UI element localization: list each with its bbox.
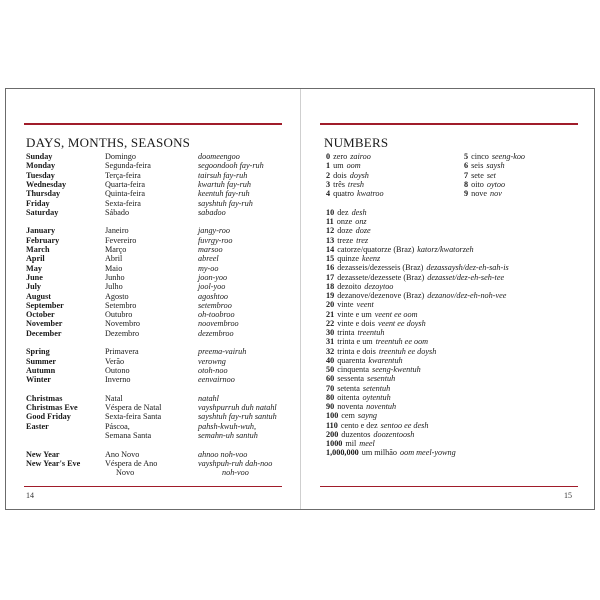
- number-row: [326, 421, 428, 430]
- number-pronunciation: treentuh ee oom: [375, 337, 429, 347]
- pronunciation: dezembroo: [198, 328, 234, 338]
- number-word: um: [333, 161, 344, 171]
- number-pronunciation: noventuh: [366, 402, 397, 411]
- number-row: [326, 430, 414, 439]
- number-word: dezoito: [337, 281, 362, 291]
- number-row: [326, 300, 374, 309]
- english-word: Easter: [26, 421, 49, 431]
- number-word: cem: [341, 411, 355, 421]
- english-word: Tuesday: [26, 170, 55, 180]
- number-pronunciation: set: [486, 170, 496, 180]
- number-numeral: 1000: [326, 439, 343, 448]
- bottom-rule-right: [320, 486, 578, 487]
- number-pronunciation: doze: [355, 226, 371, 236]
- english-word: Summer: [26, 356, 57, 366]
- pronunciation: my-oo: [198, 263, 219, 273]
- english-word: Saturday: [26, 207, 59, 217]
- number-pronunciation: katorz/kwatorzeh: [417, 244, 474, 254]
- english-word: October: [26, 310, 55, 320]
- top-rule-left: [24, 123, 282, 125]
- english-word: May: [26, 263, 42, 273]
- number-numeral: 6: [464, 161, 469, 171]
- portuguese-word: Agosto: [105, 291, 129, 301]
- portuguese-word: Fevereiro: [105, 235, 137, 245]
- number-row: [326, 328, 384, 337]
- number-row: [326, 208, 367, 217]
- number-word: mil: [345, 439, 357, 448]
- english-word: July: [26, 282, 42, 292]
- number-word: sete: [471, 170, 484, 180]
- number-row: [326, 402, 396, 411]
- pronunciation: ahnoo noh-voo: [198, 449, 248, 459]
- number-numeral: 32: [326, 346, 335, 356]
- number-row: [326, 374, 395, 383]
- number-pronunciation: desh: [351, 207, 367, 217]
- number-row: [464, 161, 505, 170]
- page-heading-left: DAYS, MONTHS, SEASONS: [26, 135, 191, 150]
- number-numeral: 9: [464, 189, 469, 198]
- english-word: Friday: [26, 198, 50, 208]
- number-numeral: 100: [326, 411, 339, 421]
- number-numeral: 110: [326, 420, 338, 430]
- number-row: [326, 291, 506, 300]
- pronunciation: oh-toobroo: [198, 310, 235, 320]
- pronunciation: noovembroo: [198, 319, 239, 329]
- number-row: [326, 411, 377, 420]
- number-numeral: 20: [326, 300, 335, 310]
- number-word: doze: [337, 226, 353, 236]
- portuguese-word: Terça-feira: [105, 170, 141, 180]
- portuguese-word: Junho: [105, 272, 125, 282]
- number-numeral: 50: [326, 365, 335, 374]
- number-pronunciation: oom meel-yowng: [400, 448, 456, 458]
- number-word: vinte: [337, 300, 354, 310]
- number-row: [464, 180, 505, 189]
- number-numeral: 4: [326, 189, 331, 198]
- pronunciation: vayshpurruh duh natahl: [198, 403, 277, 413]
- number-word: trinta e um: [337, 337, 373, 347]
- number-pronunciation: dezanov/dez-eh-noh-vee: [427, 291, 507, 300]
- number-row: [326, 439, 375, 448]
- portuguese-word: Outubro: [105, 310, 133, 320]
- english-word: Wednesday: [26, 179, 67, 189]
- number-numeral: 1: [326, 161, 331, 171]
- number-word: trinta: [337, 328, 355, 337]
- portuguese-word: Inverno: [105, 375, 131, 385]
- number-pronunciation: oom: [346, 161, 361, 171]
- number-row: [326, 217, 367, 226]
- number-word: treze: [337, 235, 354, 245]
- number-word: quatro: [333, 189, 355, 198]
- number-pronunciation: sesentuh: [367, 374, 396, 384]
- page-heading-right: NUMBERS: [324, 135, 389, 150]
- number-row: [326, 310, 417, 319]
- number-row: [326, 337, 428, 346]
- number-pronunciation: setentuh: [362, 383, 391, 393]
- number-numeral: 11: [326, 217, 334, 226]
- number-pronunciation: kwarentuh: [368, 355, 403, 365]
- number-row: [326, 245, 474, 254]
- pronunciation: setembroo: [198, 300, 232, 310]
- pronunciation: verowng: [198, 356, 226, 366]
- portuguese-word: Sexta-feira Santa: [105, 412, 162, 422]
- number-word: cento e dez: [340, 420, 378, 430]
- number-pronunciation: sentoo ee desh: [380, 420, 429, 430]
- number-row: [326, 319, 426, 328]
- number-numeral: 18: [326, 281, 335, 291]
- number-pronunciation: veent ee doysh: [377, 318, 426, 328]
- number-pronunciation: tresh: [347, 179, 364, 189]
- number-numeral: 80: [326, 392, 335, 402]
- english-word: March: [26, 245, 50, 254]
- number-row: [326, 236, 368, 245]
- number-word: noventa: [337, 402, 364, 411]
- number-row: [326, 393, 391, 402]
- number-row: [464, 152, 525, 161]
- english-word: Good Friday: [26, 412, 71, 422]
- english-word: December: [26, 328, 62, 338]
- number-word: dezasseis/dezesseis (Braz): [337, 263, 424, 273]
- number-pronunciation: dezoytoo: [364, 281, 394, 291]
- number-word: cinquenta: [337, 365, 370, 374]
- number-numeral: 30: [326, 328, 335, 337]
- number-word: dez: [337, 207, 349, 217]
- number-pronunciation: kwatroo: [357, 189, 384, 198]
- portuguese-word: Verão: [105, 356, 125, 366]
- portuguese-word: Véspera de Ano: [105, 458, 158, 468]
- portuguese-word: Natal: [105, 393, 123, 403]
- number-word: nove: [471, 189, 488, 198]
- number-word: quarenta: [337, 355, 366, 365]
- pronunciation: fuvrgy-roo: [198, 235, 233, 245]
- number-numeral: 5: [464, 152, 469, 161]
- portuguese-word: Primavera: [105, 347, 139, 357]
- pronunciation: jangy-roo: [198, 226, 230, 236]
- number-word: vinte e dois: [337, 318, 375, 328]
- portuguese-word: Julho: [105, 282, 123, 292]
- portuguese-word: Semana Santa: [105, 431, 152, 440]
- english-word: Spring: [26, 347, 50, 357]
- number-numeral: 70: [326, 383, 335, 393]
- book-spread: [5, 88, 595, 510]
- number-word: dezassete/dezessete (Braz): [337, 272, 425, 282]
- number-word: setenta: [337, 383, 360, 393]
- number-word: um milhão: [361, 448, 397, 458]
- number-row: [326, 356, 403, 365]
- pronunciation: natahl: [198, 393, 219, 403]
- portuguese-word: Março: [105, 245, 127, 254]
- portuguese-word: Sábado: [105, 207, 130, 217]
- number-row: [326, 263, 509, 272]
- bottom-rule-left: [24, 486, 282, 487]
- number-word: duzentos: [341, 429, 371, 439]
- pronunciation: sayshtuh fay-ruh santuh: [198, 412, 277, 422]
- number-pronunciation: trez: [356, 235, 369, 245]
- number-numeral: 200: [326, 429, 339, 439]
- portuguese-word: Segunda-feira: [105, 161, 151, 171]
- english-word: February: [26, 235, 60, 245]
- pronunciation: pahsh-kwuh-wuh,: [198, 421, 256, 431]
- number-row: [326, 171, 369, 180]
- number-row: [326, 226, 371, 235]
- portuguese-word: Janeiro: [105, 226, 129, 236]
- number-numeral: 90: [326, 402, 335, 411]
- number-word: seis: [471, 161, 484, 171]
- number-row: [326, 189, 384, 198]
- number-numeral: 31: [326, 337, 335, 347]
- page-number-right: 15: [564, 491, 572, 500]
- pronunciation: kwartuh fay-ruh: [198, 179, 251, 189]
- number-numeral: 15: [326, 254, 335, 263]
- number-pronunciation: veent ee oom: [374, 309, 418, 319]
- number-pronunciation: doysh: [349, 170, 369, 180]
- english-word: January: [26, 226, 56, 236]
- pronunciation: agoshtoo: [198, 291, 229, 301]
- number-word: oitenta: [337, 392, 360, 402]
- number-row: [326, 347, 436, 356]
- pronunciation: eenvairnoo: [198, 375, 235, 385]
- number-pronunciation: seeng-kwentuh: [372, 365, 421, 374]
- number-word: três: [333, 179, 345, 189]
- pronunciation: jool-yoo: [198, 282, 226, 292]
- number-numeral: 13: [326, 235, 335, 245]
- pronunciation: otoh-noo: [198, 365, 228, 375]
- number-row: [326, 152, 371, 161]
- english-word: New Year: [26, 449, 60, 459]
- number-word: dois: [333, 170, 347, 180]
- number-numeral: 10: [326, 207, 335, 217]
- number-row: [326, 273, 504, 282]
- number-row: [326, 448, 456, 457]
- english-word: Sunday: [26, 152, 53, 161]
- portuguese-word: Quinta-feira: [105, 189, 146, 199]
- portuguese-word: Sexta-feira: [105, 198, 141, 208]
- number-word: onze: [336, 217, 353, 226]
- portuguese-word: Ano Novo: [105, 449, 140, 459]
- number-pronunciation: seeng-koo: [491, 152, 526, 161]
- top-rule-right: [320, 123, 578, 125]
- pronunciation: preema-vairuh: [198, 347, 247, 357]
- english-word: Christmas Eve: [26, 403, 78, 413]
- number-word: quinze: [337, 254, 360, 263]
- number-row: [326, 384, 390, 393]
- number-pronunciation: zairoo: [350, 152, 371, 161]
- portuguese-word: Domingo: [105, 152, 136, 161]
- portuguese-word: Maio: [105, 263, 123, 273]
- portuguese-word: Novo: [116, 468, 135, 478]
- number-numeral: 17: [326, 272, 335, 282]
- number-pronunciation: treentuh: [357, 328, 385, 337]
- pronunciation: joon-yoo: [198, 272, 228, 282]
- number-row: [326, 254, 380, 263]
- portuguese-word: Páscoa,: [105, 421, 130, 431]
- portuguese-word: Abril: [105, 254, 123, 264]
- number-numeral: 3: [326, 179, 331, 189]
- number-word: cinco: [471, 152, 489, 161]
- number-numeral: 14: [326, 244, 335, 254]
- english-word: September: [26, 300, 64, 310]
- number-numeral: 7: [464, 170, 469, 180]
- number-row: [326, 282, 393, 291]
- pronunciation: tairsuh fay-ruh: [198, 170, 248, 180]
- pronunciation: abreel: [198, 254, 219, 264]
- portuguese-word: Quarta-feira: [105, 179, 145, 189]
- portuguese-word: Setembro: [105, 300, 137, 310]
- page-fold: [300, 89, 301, 509]
- number-numeral: 60: [326, 374, 335, 384]
- page-number-left: 14: [26, 491, 34, 500]
- number-pronunciation: nov: [490, 189, 502, 198]
- number-pronunciation: oytentuh: [362, 392, 391, 402]
- number-numeral: 22: [326, 318, 335, 328]
- number-numeral: 19: [326, 291, 335, 300]
- number-pronunciation: oytoo: [486, 179, 506, 189]
- number-row: [326, 365, 421, 374]
- number-pronunciation: sayng: [357, 411, 378, 421]
- portuguese-word: Outono: [105, 365, 130, 375]
- english-word: Autumn: [26, 365, 56, 375]
- number-word: oito: [471, 179, 484, 189]
- number-word: catorze/quatorze (Braz): [337, 244, 415, 254]
- number-numeral: 12: [326, 226, 335, 236]
- number-pronunciation: saysh: [486, 161, 505, 171]
- english-word: August: [26, 291, 52, 301]
- english-word: November: [26, 319, 63, 329]
- english-word: Monday: [26, 161, 56, 171]
- number-row: [326, 161, 361, 170]
- number-pronunciation: veent: [356, 300, 374, 310]
- pronunciation: semahn-uh santuh: [198, 431, 258, 440]
- pronunciation: doomeengoo: [198, 152, 240, 161]
- english-word: Thursday: [26, 189, 61, 199]
- number-row: [326, 180, 364, 189]
- number-pronunciation: meel: [359, 439, 375, 448]
- english-word: April: [26, 254, 45, 264]
- pronunciation: sabadoo: [198, 207, 226, 217]
- number-word: vinte e um: [337, 309, 372, 319]
- pronunciation: noh-voo: [222, 468, 249, 478]
- portuguese-word: Dezembro: [105, 328, 140, 338]
- number-numeral: 40: [326, 355, 335, 365]
- number-row: [464, 171, 496, 180]
- number-word: zero: [333, 152, 348, 161]
- number-word: dezanove/dezenove (Braz): [337, 291, 425, 300]
- pronunciation: sayshtuh fay-ruh: [198, 198, 253, 208]
- number-numeral: 2: [326, 170, 331, 180]
- pronunciation: marsoo: [198, 245, 223, 254]
- number-pronunciation: doozentoosh: [373, 429, 415, 439]
- number-numeral: 16: [326, 263, 335, 273]
- pronunciation: vayshpuh-ruh dah-noo: [198, 458, 273, 468]
- english-word: Winter: [26, 375, 51, 385]
- number-word: trinta e dois: [337, 346, 376, 356]
- portuguese-word: Véspera de Natal: [105, 403, 162, 413]
- pronunciation: keentuh fay-ruh: [198, 189, 250, 199]
- number-pronunciation: treentuh ee doysh: [378, 346, 437, 356]
- number-pronunciation: dezasset/dez-eh-seh-tee: [427, 272, 505, 282]
- number-numeral: 21: [326, 309, 335, 319]
- number-word: sessenta: [337, 374, 365, 384]
- number-pronunciation: keenz: [362, 254, 381, 263]
- number-pronunciation: dezassaysh/dez-eh-sah-is: [426, 263, 509, 273]
- number-row: [464, 189, 502, 198]
- english-word: Christmas: [26, 393, 63, 403]
- english-word: June: [26, 272, 43, 282]
- number-numeral: 1,000,000: [326, 448, 359, 458]
- number-numeral: 8: [464, 179, 469, 189]
- portuguese-word: Novembro: [105, 319, 141, 329]
- number-numeral: 0: [326, 152, 331, 161]
- pronunciation: segoondooh fay-ruh: [198, 161, 264, 171]
- number-pronunciation: onz: [355, 217, 367, 226]
- english-word: New Year's Eve: [26, 458, 81, 468]
